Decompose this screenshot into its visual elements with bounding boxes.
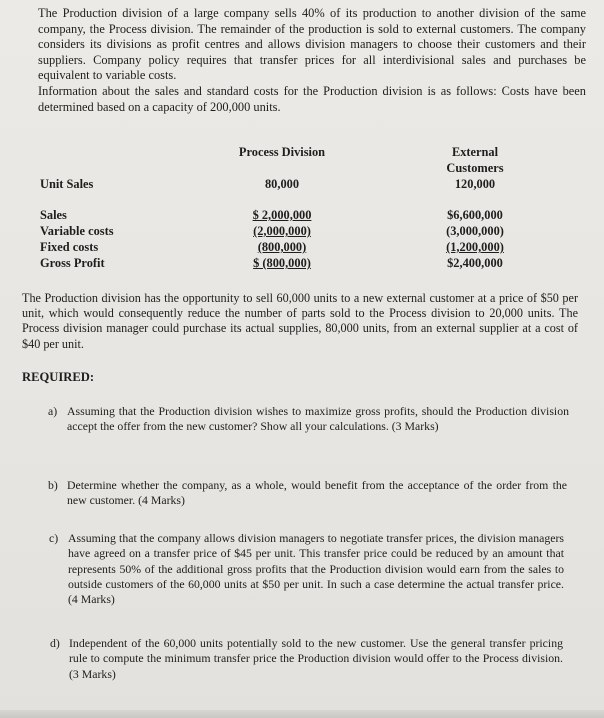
gross-profit-external: $2,400,000 — [447, 256, 503, 270]
question-c — [49, 531, 564, 607]
table-header-row — [38, 144, 586, 175]
process-division-header: Process Division — [238, 145, 326, 159]
fixed-costs-external: (1,200,000) — [446, 240, 504, 254]
question-b — [48, 478, 567, 509]
question-d-letter: d) — [50, 636, 60, 650]
question-d-text: Independent of the 60,000 units potentially sold to the new customer. Use the general transfer pricing rule to compute the minimum transfer price the Production division would offer to the Process division. (3 Marks) — [69, 636, 563, 681]
external-customers-header: External Customers — [446, 145, 504, 175]
variable-costs-process: (2,000,000) — [253, 224, 311, 238]
gross-profit-process: $ (800,000) — [253, 256, 311, 270]
table-row — [38, 207, 586, 223]
question-a-text: Assuming that the Production division wishes to maximize gross profits, should the Production division accept the offer from the new customer? Show all your calculations. (3 Marks) — [67, 404, 569, 434]
table-row — [38, 223, 586, 239]
table-row — [38, 239, 586, 255]
opportunity-paragraph: The Production division has the opportunity to sell 60,000 units to a new external customer at a price of $50 per unit, which would consequently reduce the number of parts sold to the Process division to 20,000 units. The Process division manager could purchase its actual supplies, 80,000 units, from an external supplier at a cost of $40 per unit. — [22, 291, 578, 351]
question-a-letter: a) — [48, 404, 58, 418]
required-heading: REQUIRED: — [22, 370, 95, 384]
question-b-letter: b) — [48, 478, 58, 492]
question-a — [48, 404, 569, 435]
row-label-gross-profit: Gross Profit — [40, 256, 105, 270]
unit-sales-external: 120,000 — [454, 177, 496, 191]
question-c-text: Assuming that the company allows division managers to negotiate transfer prices, the division managers have agreed on a transfer price of $45 per unit. This transfer price could be reduced by an amount that represents 50% of the additional gross profits that the Production division would earn from the sales to outside customers of the 60,000 units at $50 per unit. In such a case determine the actual transfer price. (4 Marks) — [68, 531, 564, 607]
page-bottom-edge — [0, 710, 604, 718]
intro-paragraph-1: The Production division of a large company sells 40% of its production to another division of the same company, the Process division. The remainder of the production is sold to external customers. The company considers its divisions as profit centres and allows division managers to choose their customers and their suppliers. Company policy requires that transfer prices for all interdivisional sales and purchases be equivalent to variable costs. — [38, 6, 586, 83]
question-c-letter: c) — [49, 531, 59, 545]
unit-sales-label: Unit Sales — [40, 177, 94, 191]
sales-external: $6,600,000 — [447, 208, 503, 222]
fixed-costs-process: (800,000) — [257, 240, 307, 254]
question-d — [50, 636, 563, 682]
unit-sales-row — [38, 176, 586, 192]
intro-paragraph-2: Information about the sales and standard costs for the Production division is as follows: Costs have been determined based on a capacity of 200,000 units. — [38, 83, 586, 114]
sales-process: $ 2,000,000 — [252, 208, 312, 222]
row-label-variable-costs: Variable costs — [40, 224, 114, 238]
row-label-fixed-costs: Fixed costs — [40, 240, 99, 254]
question-b-text: Determine whether the company, as a whole, would benefit from the acceptance of the order from the new customer. (4 Marks) — [67, 478, 567, 508]
table-row — [38, 255, 586, 271]
row-label-sales: Sales — [40, 208, 67, 222]
unit-sales-process: 80,000 — [264, 177, 300, 191]
intro-text — [38, 6, 586, 115]
variable-costs-external: (3,000,000) — [446, 224, 504, 238]
